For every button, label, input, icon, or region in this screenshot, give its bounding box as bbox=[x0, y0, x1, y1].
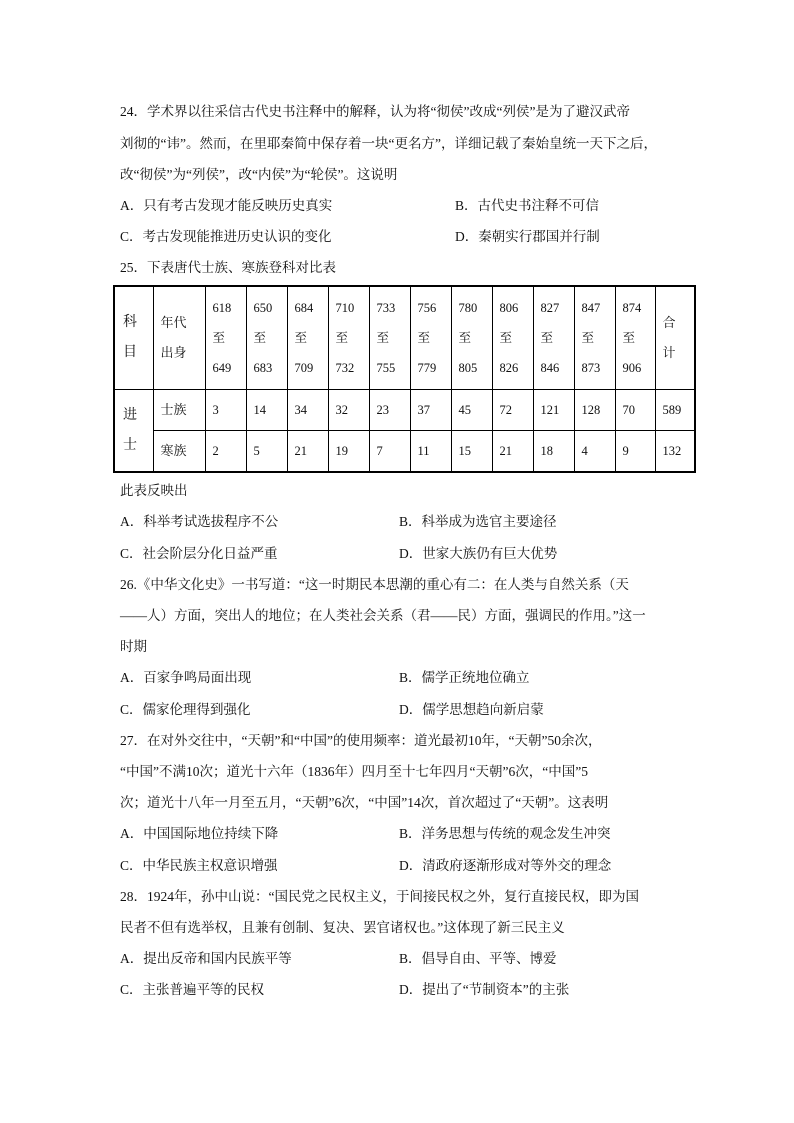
header-period: 756 至 779 bbox=[410, 286, 451, 390]
table-cell: 18 bbox=[533, 431, 574, 472]
row-category: 寒族 bbox=[153, 431, 205, 472]
row-total: 589 bbox=[655, 390, 695, 431]
table-cell: 34 bbox=[287, 390, 328, 431]
question-stem-line: 此表反映出 bbox=[120, 483, 188, 499]
header-total: 合 计 bbox=[655, 286, 695, 390]
question-25 bbox=[120, 252, 700, 569]
question-stem-line: 24．学术界以往采信古代史书注释中的解释，认为将“彻侯”改成“列侯”是为了避汉武帝 bbox=[120, 104, 630, 120]
question-stem-line: “中国”不满10次；道光十六年（1836年）四月至十七年四月“天朝”6次，“中国”5 bbox=[120, 763, 588, 779]
header-subject: 科 目 bbox=[114, 286, 153, 390]
question-stem-line: 刘彻的“讳”。然而，在里耶秦简中保存着一块“更名方”，详细记载了秦始皇统一天下之后， bbox=[120, 135, 657, 151]
option-a: A．中国国际地位持续下降 bbox=[120, 826, 279, 842]
option-a: A．科举考试选拔程序不公 bbox=[120, 514, 279, 530]
question-stem-line: 时期 bbox=[120, 639, 147, 655]
option-b: B．古代史书注释不可信 bbox=[455, 197, 600, 213]
option-row bbox=[120, 190, 700, 221]
option-c: C．考古发现能推进历史认识的变化 bbox=[120, 229, 332, 245]
option-b: B．洋务思想与传统的观念发生冲突 bbox=[399, 826, 611, 842]
option-row bbox=[120, 694, 700, 725]
question-stem-line: 28．1924年，孙中山说：“国民党之民权主义，于间接民权之外，复行直接民权，即为国 bbox=[120, 888, 639, 904]
option-row bbox=[120, 943, 700, 974]
option-c: C．主张普遍平等的民权 bbox=[120, 982, 265, 998]
question-26 bbox=[120, 569, 700, 725]
table-cell: 21 bbox=[492, 431, 533, 472]
table-cell: 2 bbox=[205, 431, 246, 472]
header-category: 年代 出身 bbox=[153, 286, 205, 390]
option-a: A．百家争鸣局面出现 bbox=[120, 670, 252, 686]
option-row bbox=[120, 818, 700, 849]
row-subject: 进 士 bbox=[114, 390, 153, 472]
question-flow bbox=[120, 96, 700, 1005]
option-row bbox=[120, 850, 700, 881]
header-period: 780 至 805 bbox=[451, 286, 492, 390]
header-period: 684 至 709 bbox=[287, 286, 328, 390]
table-cell: 7 bbox=[369, 431, 410, 472]
table-cell: 11 bbox=[410, 431, 451, 472]
table-cell: 9 bbox=[615, 431, 655, 472]
option-d: D．儒学思想趋向新启蒙 bbox=[399, 701, 544, 717]
option-row bbox=[120, 221, 700, 252]
header-period: 710 至 732 bbox=[328, 286, 369, 390]
table-wrapper bbox=[113, 285, 694, 473]
question-stem-line: ——人）方面，突出人的地位；在人类社会关系（君——民）方面，强调民的作用。”这一 bbox=[120, 608, 646, 624]
header-period: 806 至 826 bbox=[492, 286, 533, 390]
question-27 bbox=[120, 725, 700, 881]
option-b: B．倡导自由、平等、博爱 bbox=[399, 951, 557, 967]
option-d: D．世家大族仍有巨大优势 bbox=[399, 545, 558, 561]
option-a: A．提出反帝和国内民族平等 bbox=[120, 951, 292, 967]
question-stem-line: 27．在对外交往中，“天朝”和“中国”的使用频率：道光最初10年，“天朝”50余次， bbox=[120, 732, 602, 748]
option-c: C．社会阶层分化日益严重 bbox=[120, 545, 278, 561]
table-row bbox=[114, 431, 695, 472]
table-cell: 70 bbox=[615, 390, 655, 431]
option-c: C．中华民族主权意识增强 bbox=[120, 857, 278, 873]
header-period: 874 至 906 bbox=[615, 286, 655, 390]
option-row bbox=[120, 506, 700, 537]
option-d: D．秦朝实行郡国并行制 bbox=[455, 229, 600, 245]
table-cell: 4 bbox=[574, 431, 615, 472]
table-cell: 15 bbox=[451, 431, 492, 472]
row-total: 132 bbox=[655, 431, 695, 472]
option-b: B．儒学正统地位确立 bbox=[399, 670, 530, 686]
question-stem-line: 改“彻侯”为“列侯”，改“内侯”为“轮侯”。这说明 bbox=[120, 166, 398, 182]
option-d: D．提出了“节制资本”的主张 bbox=[399, 982, 570, 998]
table-cell: 3 bbox=[205, 390, 246, 431]
header-period: 650 至 683 bbox=[246, 286, 287, 390]
table-cell: 121 bbox=[533, 390, 574, 431]
header-period: 847 至 873 bbox=[574, 286, 615, 390]
question-stem-line: 次；道光十八年一月至五月，“天朝”6次，“中国”14次，首次超过了“天朝”。这表明 bbox=[120, 795, 609, 811]
header-period: 827 至 846 bbox=[533, 286, 574, 390]
table-cell: 45 bbox=[451, 390, 492, 431]
table-cell: 21 bbox=[287, 431, 328, 472]
question-stem-line: 26.《中华文化史》一书写道：“这一时期民本思潮的重心有二：在人类与自然关系（天 bbox=[120, 576, 629, 592]
header-period: 733 至 755 bbox=[369, 286, 410, 390]
question-stem-line: 民者不但有选举权，且兼有创制、复决、罢官诸权也。”这体现了新三民主义 bbox=[120, 919, 565, 935]
table-cell: 23 bbox=[369, 390, 410, 431]
question-24 bbox=[120, 96, 700, 252]
table-cell: 37 bbox=[410, 390, 451, 431]
option-d: D．清政府逐渐形成对等外交的理念 bbox=[399, 857, 612, 873]
question-28 bbox=[120, 881, 700, 1006]
header-period: 618 至 649 bbox=[205, 286, 246, 390]
table-row bbox=[114, 390, 695, 431]
option-a: A．只有考古发现才能反映历史真实 bbox=[120, 197, 333, 213]
table-cell: 14 bbox=[246, 390, 287, 431]
table-cell: 19 bbox=[328, 431, 369, 472]
table-cell: 5 bbox=[246, 431, 287, 472]
question-stem-line: 25．下表唐代士族、寒族登科对比表 bbox=[120, 260, 336, 276]
option-row bbox=[120, 974, 700, 1005]
table-header-row bbox=[114, 286, 695, 390]
option-c: C．儒家伦理得到强化 bbox=[120, 701, 251, 717]
table-cell: 32 bbox=[328, 390, 369, 431]
table-cell: 72 bbox=[492, 390, 533, 431]
tang-exam-comparison-table bbox=[113, 285, 696, 473]
option-row bbox=[120, 538, 700, 569]
row-category: 士族 bbox=[153, 390, 205, 431]
option-b: B．科举成为选官主要途径 bbox=[399, 514, 557, 530]
table-cell: 128 bbox=[574, 390, 615, 431]
option-row bbox=[120, 662, 700, 693]
